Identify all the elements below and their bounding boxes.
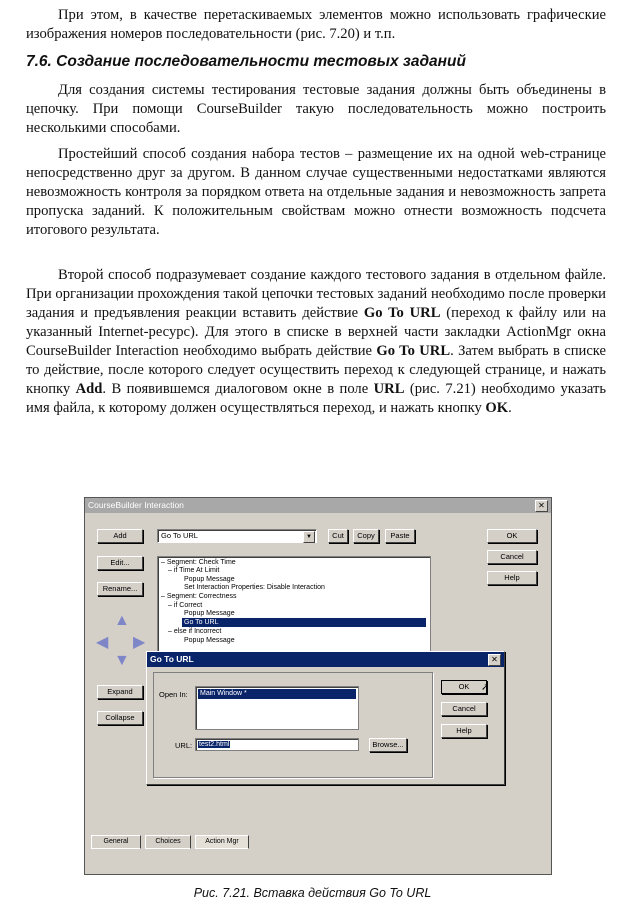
url-field[interactable] <box>195 738 359 751</box>
intro-paragraph: При этом, в качестве перетаскиваемых элементов можно использовать графические изображения номеров последовательности (рис. 7.20) и т.п. <box>26 7 606 42</box>
p3-part: (переход к файлу или на указанный Internet-ресурс). Для этого в списке в верхней части закладки ActionMgr окна CourseBuilder Interaction необходимо выбрать действие <box>26 305 607 359</box>
window-close-icon[interactable]: ✕ <box>535 500 548 512</box>
dialog-cancel-button[interactable]: Cancel <box>441 702 487 716</box>
mouse-pointer-icon: ➚ <box>481 682 490 693</box>
rename-button[interactable]: Rename... <box>97 582 143 596</box>
move-left-icon[interactable]: ◀ <box>96 634 109 651</box>
p3-bold-add: Add <box>75 381 103 397</box>
action-select-value: Go To URL <box>161 531 198 540</box>
move-right-icon[interactable]: ▶ <box>133 634 146 651</box>
tab-choices[interactable]: Choices <box>145 835 191 849</box>
p3-part: Второй способ подразумевает создание каждого тестового задания в отдельном файле. При организации прохождения такой цепочки тестовых заданий необходимо после проверки задания и предъявления реакции вставить действие <box>26 267 606 321</box>
open-in-label: Open In: <box>159 690 188 699</box>
dialog-titlebar <box>147 652 504 667</box>
goto-url-dialog <box>146 651 505 785</box>
help-button[interactable]: Help <box>487 571 537 585</box>
tab-general[interactable]: General <box>91 835 141 849</box>
action-tree[interactable] <box>157 556 431 653</box>
tree-item[interactable]: Set Interaction Properties: Disable Interaction <box>184 584 325 591</box>
tree-item[interactable]: – if Correct <box>168 602 203 609</box>
tree-item[interactable]: – Segment: Check Time <box>161 559 236 566</box>
chevron-down-icon[interactable]: ▼ <box>303 531 315 543</box>
cancel-button[interactable]: Cancel <box>487 550 537 564</box>
coursebuilder-window <box>84 497 552 875</box>
tree-item[interactable]: – else if Incorrect <box>168 628 222 635</box>
expand-button[interactable]: Expand <box>97 685 143 699</box>
dialog-close-icon[interactable]: ✕ <box>488 654 501 666</box>
move-up-icon[interactable]: ▲ <box>114 612 130 629</box>
p3-bold-ok: OK <box>485 400 509 416</box>
window-title: CourseBuilder Interaction <box>88 500 184 510</box>
tree-item[interactable]: Popup Message <box>184 637 235 644</box>
url-label: URL: <box>175 741 193 750</box>
tree-item[interactable]: – Segment: Correctness <box>161 593 237 600</box>
p3-bold-url: URL <box>373 381 405 397</box>
open-in-selected-item[interactable]: Main Window * <box>198 689 356 699</box>
tree-item-selected[interactable]: Go To URL <box>182 618 426 627</box>
dialog-help-button[interactable]: Help <box>441 724 487 738</box>
p3-bold-gotourl-2: Go To URL <box>376 343 451 359</box>
p3-bold-gotourl: Go To URL <box>363 305 441 321</box>
section-heading: 7.6. Создание последовательности тестовых заданий <box>26 53 466 70</box>
collapse-button[interactable]: Collapse <box>97 711 143 725</box>
paragraph-1: Для создания системы тестирования тестовые задания должны быть объединены в цепочку. При помощи CourseBuilder такую последовательность можно построить несколькими способами. <box>26 82 606 136</box>
tree-item[interactable]: Popup Message <box>184 610 235 617</box>
move-down-icon[interactable]: ▼ <box>114 652 130 669</box>
action-select[interactable] <box>157 529 317 543</box>
tree-item[interactable]: – if Time At Limit <box>168 567 220 574</box>
copy-button[interactable]: Copy <box>353 529 379 543</box>
p3-part: . <box>508 400 512 416</box>
ok-button[interactable]: OK <box>487 529 537 543</box>
tab-action-mgr[interactable]: Action Mgr <box>195 835 249 849</box>
add-button[interactable]: Add <box>97 529 143 543</box>
p3-part: . Затем выбрать в списке то действие, после которого следует осуществить переход к следующей странице, и нажать кнопку <box>26 343 607 397</box>
cut-button[interactable]: Cut <box>328 529 348 543</box>
browse-button[interactable]: Browse... <box>369 738 407 752</box>
p3-part: . В появившемся диалоговом окне в поле <box>102 381 374 397</box>
dialog-ok-button[interactable]: OK <box>441 680 487 694</box>
paste-button[interactable]: Paste <box>385 529 415 543</box>
p3-part: (рис. 7.21) необходимо указать имя файла, к которому должен осуществляться переход, и нажать кнопку <box>26 381 606 416</box>
open-in-list[interactable] <box>195 686 359 730</box>
tree-item[interactable]: Popup Message <box>184 576 235 583</box>
paragraph-3 <box>26 266 606 418</box>
dialog-title: Go To URL <box>150 654 194 664</box>
figure-caption: Рис. 7.21. Вставка действия Go To URL <box>193 886 432 900</box>
edit-button[interactable]: Edit... <box>97 556 143 570</box>
window-titlebar <box>85 498 551 513</box>
paragraph-2: Простейший способ создания набора тестов – размещение их на одной web-странице непосредственно друг за другом. В данном случае существенными недостатками являются невозможность контроля за порядком ответа на отдельные задания и невозможность запрета пропуска заданий. К положительным свойствам можно отнести возможность подсчета итогового результата. <box>26 146 606 238</box>
url-field-value: test2.html <box>199 741 230 748</box>
